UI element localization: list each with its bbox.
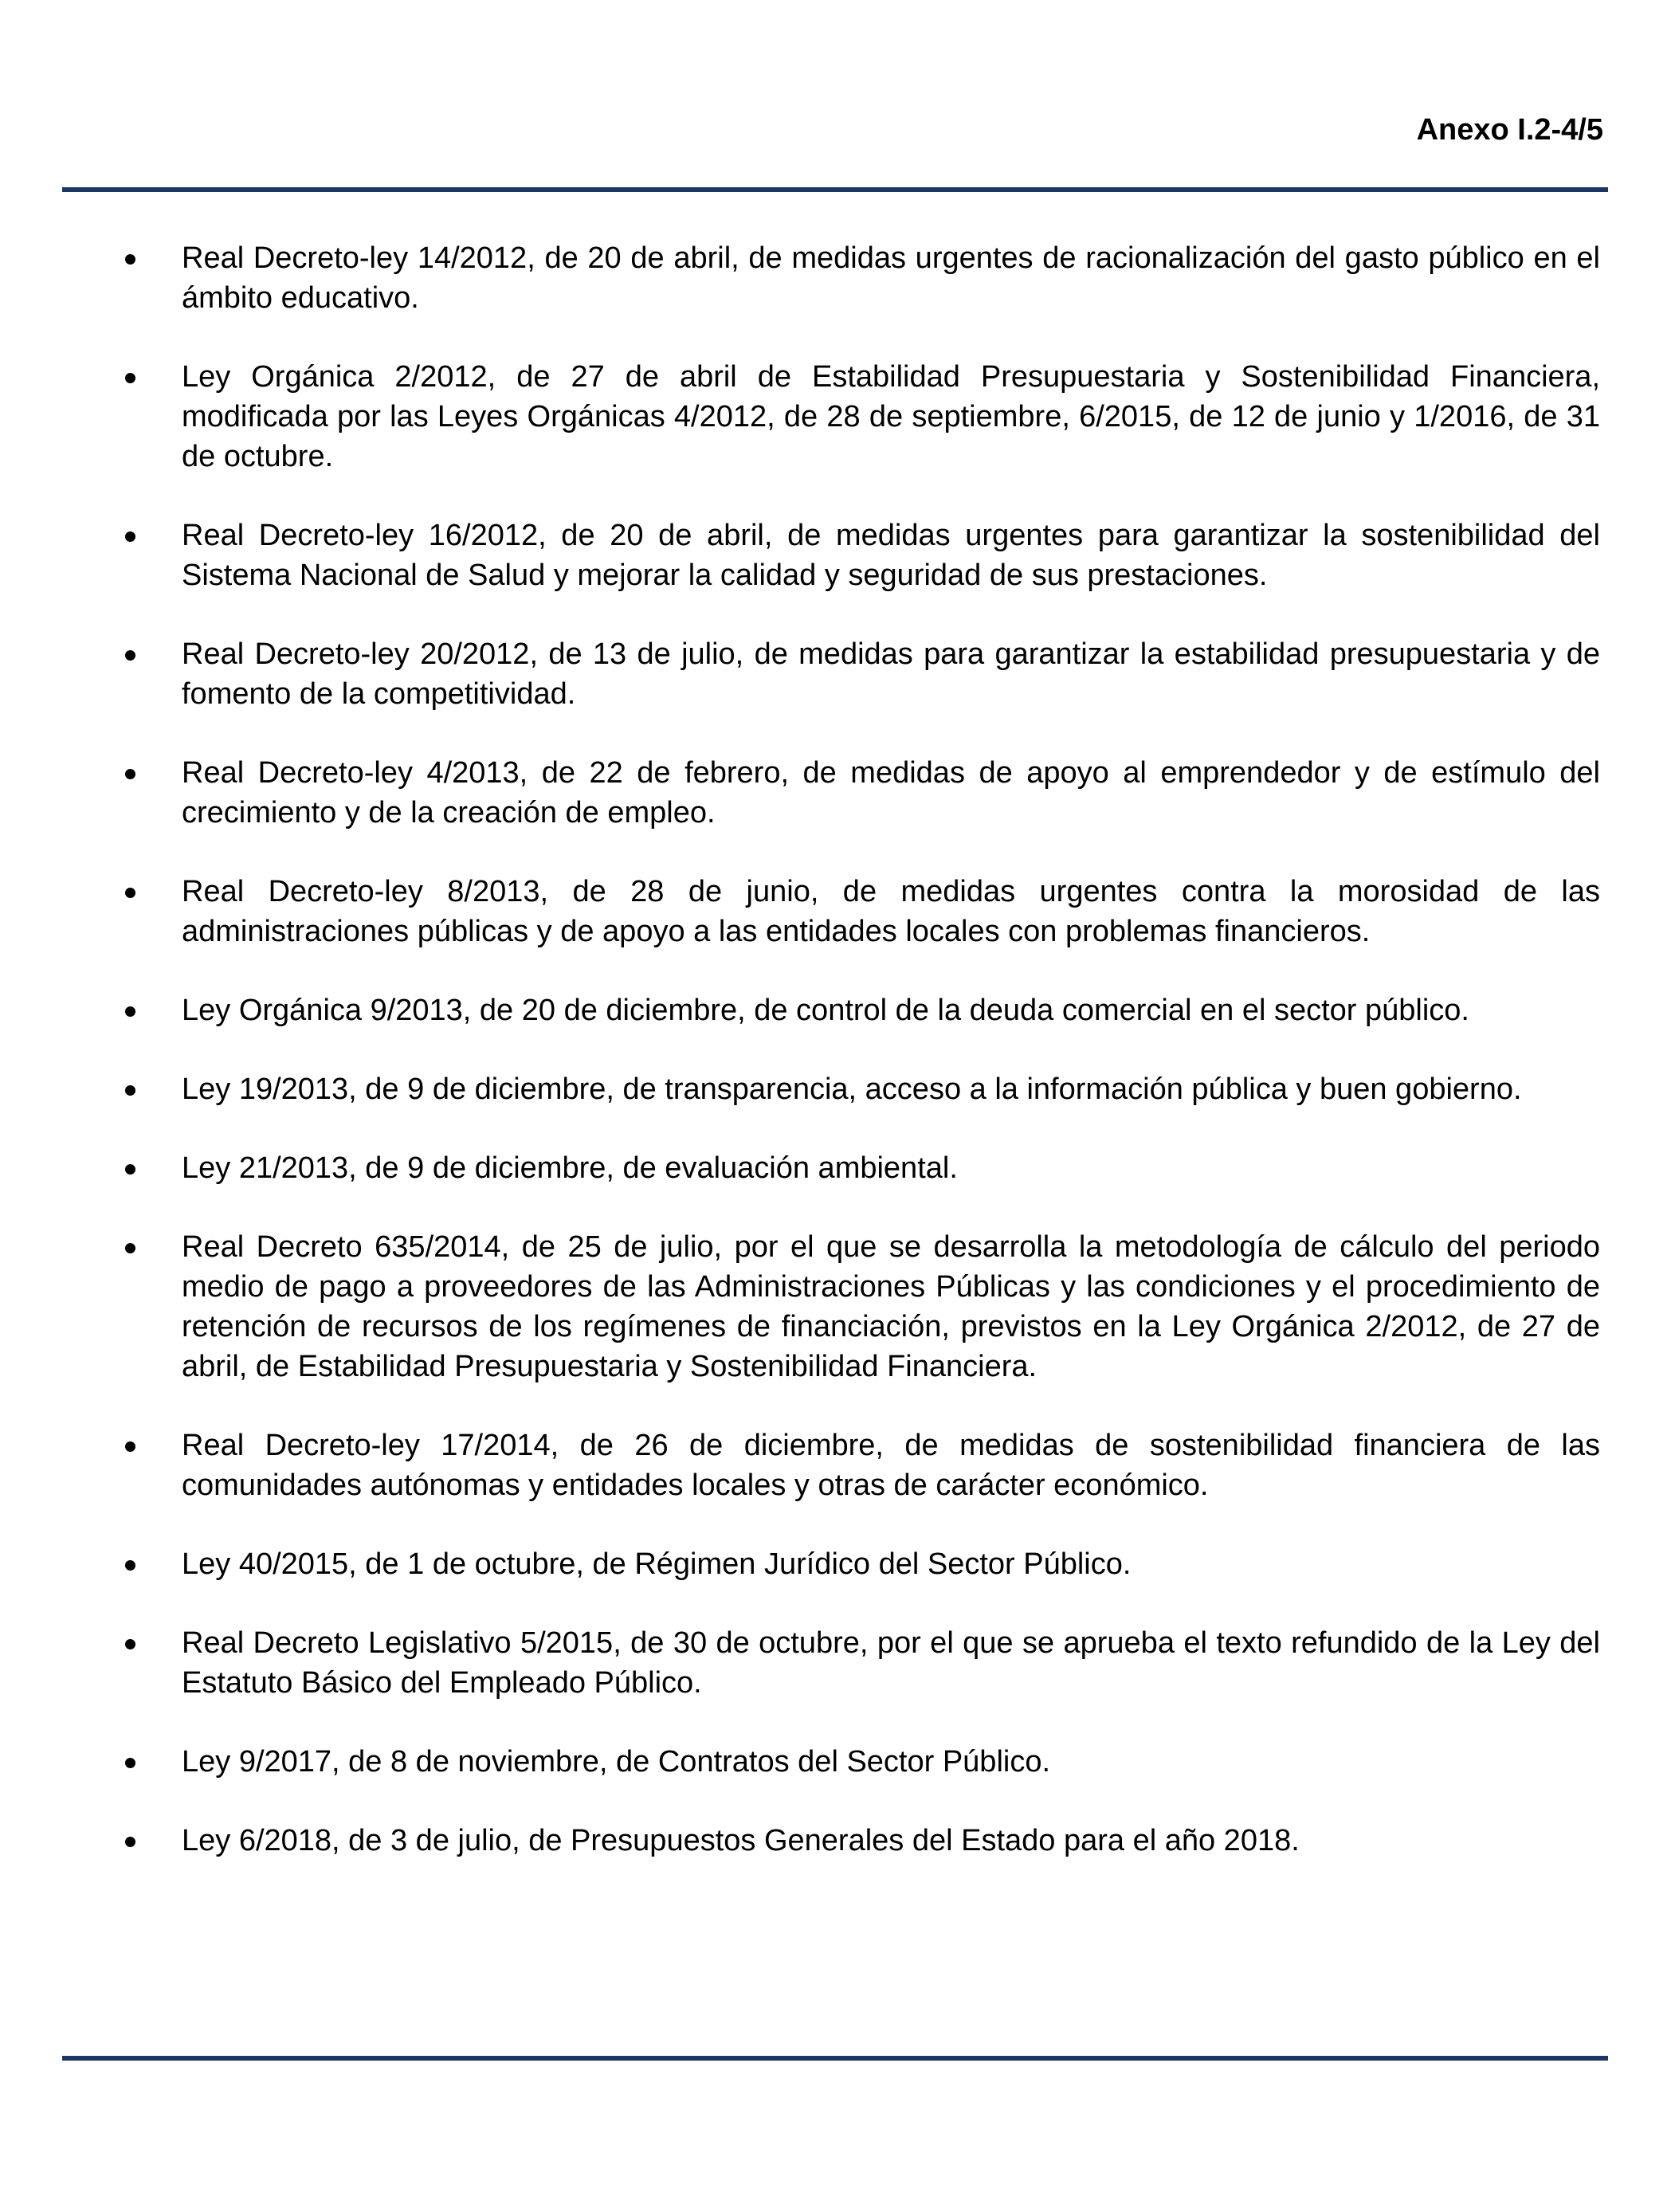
list-item — [0, 516, 1671, 595]
list-item-text: Real Decreto Legislativo 5/2015, de 30 de octubre, por el que se aprueba el texto refundido de la Ley del Estatuto Básico del Empleado Público. — [182, 1626, 1600, 1700]
list-item — [0, 1544, 1671, 1584]
list-item-text: Real Decreto-ley 16/2012, de 20 de abril, de medidas urgentes para garantizar la sostenibilidad del Sistema Nacional de Salud y mejorar la calidad y seguridad de sus prestaciones. — [182, 519, 1600, 592]
list-item — [0, 753, 1671, 833]
bullet-icon — [125, 1164, 135, 1175]
bullet-icon — [125, 1243, 135, 1253]
bullet-icon — [125, 769, 135, 779]
list-item — [0, 1821, 1671, 1861]
list-item-text: Real Decreto 635/2014, de 25 de julio, por el que se desarrolla la metodología de cálculo del periodo medio de pago a proveedores de las Administraciones Públicas y las condiciones y el procedimiento de retención de recursos de los regímenes de financiación, previstos en la Ley Orgánica 2/2012, de 27 de abril, de Estabilidad Presupuestaria y Sostenibilidad Financiera. — [182, 1230, 1600, 1383]
list-item-text: Ley Orgánica 2/2012, de 27 de abril de Estabilidad Presupuestaria y Sostenibilidad Financiera, modificada por las Leyes Orgánicas 4/2012, de 28 de septiembre, 6/2015, de 12 de junio y 1/2016, de 31 de octubre. — [182, 360, 1600, 473]
list-item-text: Ley Orgánica 9/2013, de 20 de diciembre, de control de la deuda comercial en el sector público. — [182, 994, 1469, 1027]
list-item-text: Real Decreto-ley 8/2013, de 28 de junio, de medidas urgentes contra la morosidad de las administraciones públicas y de apoyo a las entidades locales con problemas financieros. — [182, 875, 1600, 948]
list-item-text: Real Decreto-ley 17/2014, de 26 de diciembre, de medidas de sostenibilidad financiera de las comunidades autónomas y entidades locales y otras de carácter económico. — [182, 1429, 1600, 1502]
list-item — [0, 1742, 1671, 1782]
header-divider — [62, 187, 1608, 192]
list-item-text: Real Decreto-ley 14/2012, de 20 de abril, de medidas urgentes de racionalización del gasto público en el ámbito educativo. — [182, 241, 1600, 315]
list-item — [0, 990, 1671, 1030]
list-item — [0, 238, 1671, 318]
legislation-list — [0, 238, 1671, 1900]
bullet-icon — [125, 1639, 135, 1649]
list-item — [0, 357, 1671, 477]
list-item — [0, 1069, 1671, 1109]
list-item — [0, 1227, 1671, 1386]
bullet-icon — [125, 650, 135, 661]
bullet-icon — [125, 1006, 135, 1017]
bullet-icon — [125, 888, 135, 898]
bullet-icon — [125, 1560, 135, 1571]
bullet-icon — [125, 1758, 135, 1768]
bullet-icon — [125, 1441, 135, 1452]
list-item-text: Ley 9/2017, de 8 de noviembre, de Contratos del Sector Público. — [182, 1745, 1051, 1779]
list-item — [0, 1426, 1671, 1505]
bullet-icon — [125, 1085, 135, 1096]
bullet-icon — [125, 1837, 135, 1847]
list-item-text: Ley 19/2013, de 9 de diciembre, de transparencia, acceso a la información pública y buen gobierno. — [182, 1073, 1522, 1106]
list-item-text: Ley 6/2018, de 3 de julio, de Presupuestos Generales del Estado para el año 2018. — [182, 1824, 1300, 1857]
list-item — [0, 872, 1671, 951]
list-item — [0, 1148, 1671, 1188]
list-item — [0, 634, 1671, 714]
list-item-text: Real Decreto-ley 20/2012, de 13 de julio, de medidas para garantizar la estabilidad presupuestaria y de fomento de la competitividad. — [182, 637, 1600, 711]
list-item-text: Ley 21/2013, de 9 de diciembre, de evaluación ambiental. — [182, 1151, 958, 1185]
bullet-icon — [125, 254, 135, 265]
page-header-title: Anexo I.2-4/5 — [1416, 113, 1603, 147]
list-item-text: Real Decreto-ley 4/2013, de 22 de febrero, de medidas de apoyo al emprendedor y de estímulo del crecimiento y de la creación de empleo. — [182, 756, 1600, 830]
bullet-icon — [125, 373, 135, 383]
list-item — [0, 1623, 1671, 1703]
bullet-icon — [125, 531, 135, 542]
list-item-text: Ley 40/2015, de 1 de octubre, de Régimen Jurídico del Sector Público. — [182, 1547, 1132, 1581]
footer-divider — [62, 2056, 1608, 2061]
